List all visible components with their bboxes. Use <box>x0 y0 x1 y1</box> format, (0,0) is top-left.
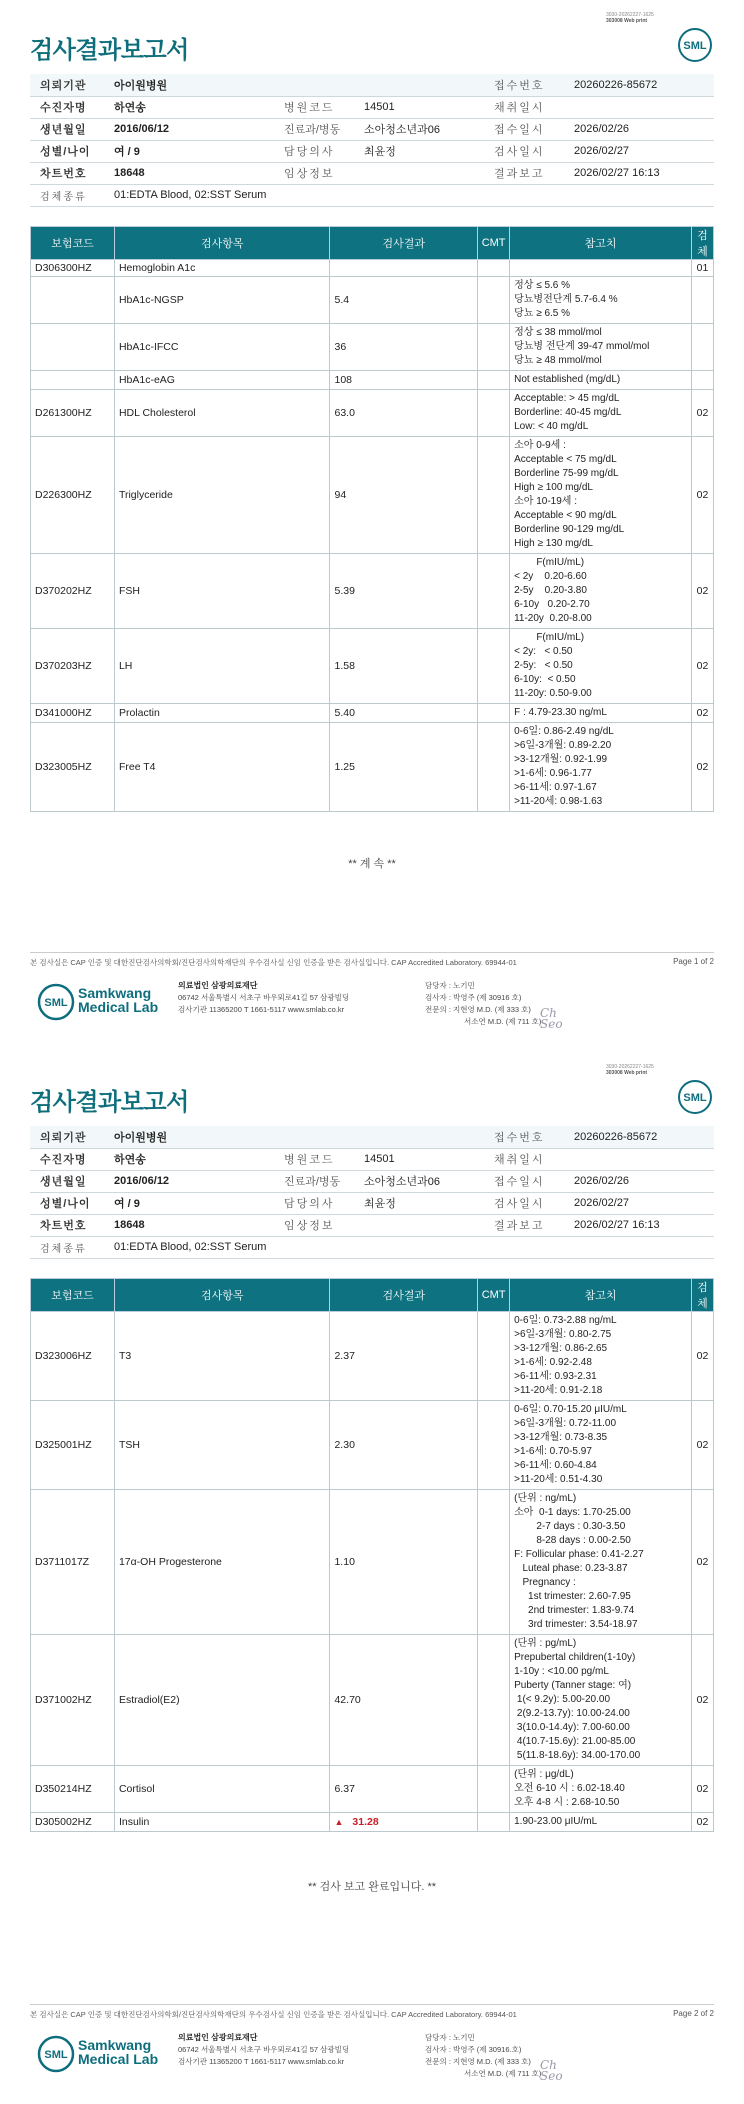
label-report: 결과보고 <box>490 1214 570 1236</box>
result-cell: 1.58 <box>330 629 478 704</box>
collect-value <box>570 1148 714 1170</box>
result-cell: 63.0 <box>330 390 478 437</box>
result-cell: 5.4 <box>330 277 478 324</box>
staff-info: 담당자 : 노기민 검사자 : 박영주 (제 30916 호) 전문의 : 지현영 M.D. (제 333 호) 서소연 M.D. (제 711 호) <box>425 981 542 1026</box>
cmt-cell <box>478 1635 510 1766</box>
ref-cell: F(mIU/mL) < 2y: < 0.50 2-5y: < 0.50 6-10y: < 0.50 11-20y: 0.50-9.00 <box>510 629 692 704</box>
footer-accreditation: 본 검사실은 CAP 인증 및 대한진단검사의학회/진단검사의학재단의 우수검사실 신임 인증을 받은 검사실입니다. CAP Accredited Laboratory. 69944-01 <box>30 2010 517 2019</box>
cmt-cell <box>478 1766 510 1813</box>
header-result: 검사결과 <box>330 227 478 260</box>
label-sexage: 성별/나이 <box>30 1192 110 1214</box>
item-cell: TSH <box>114 1401 330 1490</box>
tube-cell: 02 <box>691 723 713 812</box>
chart-value: 18648 <box>110 162 280 184</box>
results-table-page1 <box>30 226 714 812</box>
label-recv: 접수일시 <box>490 1170 570 1192</box>
cmt-cell <box>478 554 510 629</box>
hospital-value: 아이원병원 <box>110 74 490 96</box>
tube-cell <box>691 324 713 371</box>
dob-value: 2016/06/12 <box>110 118 280 140</box>
tube-cell: 02 <box>691 1635 713 1766</box>
header-code: 보험코드 <box>31 1279 115 1312</box>
label-clinical: 임상정보 <box>280 162 360 184</box>
table-row <box>31 554 714 629</box>
cmt-cell <box>478 1813 510 1832</box>
item-cell: Cortisol <box>114 1766 330 1813</box>
footer-accreditation: 본 검사실은 CAP 인증 및 대한진단검사의학회/진단검사의학재단의 우수검사실 신임 인증을 받은 검사실입니다. CAP Accredited Laboratory. 69944-01 <box>30 958 517 967</box>
cmt-cell <box>478 260 510 277</box>
result-cell: 5.40 <box>330 704 478 723</box>
ref-cell: (단위 : ng/mL) 소아 0-1 days: 1.70-25.00 2-7 days : 0.30-3.50 8-28 days : 0.00-2.50 F: Follicular phase: 0.41-2.27 Luteal phase: 0.23-3.87 Pregnancy : 1st trimester: 2.60-7.95 2nd trimester: 1.83-9.74 3rd trimester: 3.54-18.97 <box>510 1490 692 1635</box>
item-cell: 17α-OH Progesterone <box>114 1490 330 1635</box>
result-cell <box>330 260 478 277</box>
table-row <box>31 437 714 554</box>
header-tube: 검체 <box>691 227 713 260</box>
item-cell: FSH <box>114 554 330 629</box>
label-testdate: 검사일시 <box>490 1192 570 1214</box>
name-value: 하연송 <box>110 96 280 118</box>
code-cell: D350214HZ <box>31 1766 115 1813</box>
org-info: 의료법인 삼광의료재단 06742 서울특별시 서초구 바우뫼로41길 57 삼광빌딩 검사기관 11365200 T 1661-5117 www.smlab.co.kr <box>178 981 350 1014</box>
svg-text:SML: SML <box>44 997 68 1009</box>
dept-value: 소아청소년과06 <box>360 118 490 140</box>
table-row <box>31 260 714 277</box>
report-page-2 <box>0 1052 744 2104</box>
table-row <box>31 1312 714 1401</box>
tube-cell: 02 <box>691 390 713 437</box>
hospital-value: 아이원병원 <box>110 1126 490 1148</box>
code-cell <box>31 371 115 390</box>
ref-cell: Not established (mg/dL) <box>510 371 692 390</box>
ref-cell: F : 4.79-23.30 ng/mL <box>510 704 692 723</box>
patient-info-table <box>30 74 714 207</box>
lab-name: Samkwang Medical Lab <box>78 2037 159 2067</box>
label-testdate: 검사일시 <box>490 140 570 162</box>
label-collect: 채취일시 <box>490 96 570 118</box>
ref-cell: F(mIU/mL) < 2y 0.20-6.60 2-5y 0.20-3.80 6-10y 0.20-2.70 11-20y 0.20-8.00 <box>510 554 692 629</box>
cmt-cell <box>478 390 510 437</box>
result-cell: ▲ 31.28 <box>330 1813 478 1832</box>
svg-text:SML: SML <box>683 40 707 52</box>
tube-cell: 02 <box>691 1813 713 1832</box>
chart-value: 18648 <box>110 1214 280 1236</box>
table-row <box>31 723 714 812</box>
doctor-value: 최윤정 <box>360 1192 490 1214</box>
testdate-value: 2026/02/27 <box>570 1192 714 1214</box>
label-chart: 차트번호 <box>30 162 110 184</box>
label-dept: 진료과/병동 <box>280 118 360 140</box>
dob-value: 2016/06/12 <box>110 1170 280 1192</box>
header-code: 보험코드 <box>31 227 115 260</box>
label-dob: 생년월일 <box>30 1170 110 1192</box>
ref-cell: 정상 ≤ 38 mmol/mol 당뇨병 전단계 39-47 mmol/mol 당뇨 ≥ 48 mmol/mol <box>510 324 692 371</box>
cmt-cell <box>478 437 510 554</box>
cmt-cell <box>478 704 510 723</box>
specimen-value: 01:EDTA Blood, 02:SST Serum <box>110 184 714 206</box>
ref-cell: 0-6일: 0.70-15.20 μIU/mL >6일-3개월: 0.72-11.00 >3-12개월: 0.73-8.35 >1-6세: 0.70-5.97 >6-11세: 0.60-4.84 >11-20세: 0.51-4.30 <box>510 1401 692 1490</box>
label-chart: 차트번호 <box>30 1214 110 1236</box>
label-name: 수진자명 <box>30 96 110 118</box>
item-cell: HDL Cholesterol <box>114 390 330 437</box>
tube-cell <box>691 371 713 390</box>
code-cell: D325001HZ <box>31 1401 115 1490</box>
ref-cell: 0-6일: 0.73-2.88 ng/mL >6일-3개월: 0.80-2.75 >3-12개월: 0.86-2.65 >1-6세: 0.92-2.48 >6-11세: 0.93-2.31 >11-20세: 0.91-2.18 <box>510 1312 692 1401</box>
clinical-value <box>360 162 490 184</box>
report-title: 검사결과보고서 <box>30 1089 189 1116</box>
tube-cell: 02 <box>691 1490 713 1635</box>
recv-value: 2026/02/26 <box>570 118 714 140</box>
svg-text:SML: SML <box>683 1092 707 1104</box>
label-hospcode: 병원코드 <box>280 96 360 118</box>
item-cell: LH <box>114 629 330 704</box>
item-cell: HbA1c-IFCC <box>114 324 330 371</box>
ref-cell: 1.90-23.00 μIU/mL <box>510 1813 692 1832</box>
label-hospcode: 병원코드 <box>280 1148 360 1170</box>
doctor-value: 최윤정 <box>360 140 490 162</box>
footer-divider <box>30 2004 714 2005</box>
patient-info-table <box>30 1126 714 1259</box>
org-info: 의료법인 삼광의료재단 06742 서울특별시 서초구 바우뫼로41길 57 삼광빌딩 검사기관 11365200 T 1661-5117 www.smlab.co.kr <box>178 2033 350 2066</box>
clinical-value <box>360 1214 490 1236</box>
item-cell: Prolactin <box>114 704 330 723</box>
table-row <box>31 1766 714 1813</box>
code-cell: D323006HZ <box>31 1312 115 1401</box>
code-cell: D371002HZ <box>31 1635 115 1766</box>
dept-value: 소아청소년과06 <box>360 1170 490 1192</box>
ref-cell: 정상 ≤ 5.6 % 당뇨병전단계 5.7-6.4 % 당뇨 ≥ 6.5 % <box>510 277 692 324</box>
code-cell: D306300HZ <box>31 260 115 277</box>
recv-value: 2026/02/26 <box>570 1170 714 1192</box>
item-cell: Triglyceride <box>114 437 330 554</box>
table-row <box>31 1401 714 1490</box>
ref-cell: (단위 : μg/dL) 오전 6-10 시 : 6.02-18.40 오후 4-8 시 : 2.68-10.50 <box>510 1766 692 1813</box>
header-cmt: CMT <box>478 227 510 260</box>
result-cell: 36 <box>330 324 478 371</box>
results-table-page2 <box>30 1278 714 1832</box>
result-cell: 5.39 <box>330 554 478 629</box>
tube-cell: 02 <box>691 554 713 629</box>
item-cell: Insulin <box>114 1813 330 1832</box>
item-cell: Hemoglobin A1c <box>114 260 330 277</box>
report-value: 2026/02/27 16:13 <box>570 1214 714 1236</box>
ref-cell: Acceptable: > 45 mg/dL Borderline: 40-45 mg/dL Low: < 40 mg/dL <box>510 390 692 437</box>
code-cell: D370202HZ <box>31 554 115 629</box>
sexage-value: 여 / 9 <box>110 140 280 162</box>
specimen-value: 01:EDTA Blood, 02:SST Serum <box>110 1236 714 1258</box>
label-doctor: 담당의사 <box>280 1192 360 1214</box>
report-complete-text: ** 검사 보고 완료입니다. ** <box>307 1881 437 1893</box>
cmt-cell <box>478 371 510 390</box>
cmt-cell <box>478 1401 510 1490</box>
testdate-value: 2026/02/27 <box>570 140 714 162</box>
header-result: 검사결과 <box>330 1279 478 1312</box>
tube-cell: 02 <box>691 1312 713 1401</box>
code-cell: D370203HZ <box>31 629 115 704</box>
high-flag-icon: ▲ <box>334 1817 344 1827</box>
code-cell: D261300HZ <box>31 390 115 437</box>
result-cell: 1.25 <box>330 723 478 812</box>
hospcode-value: 14501 <box>360 96 490 118</box>
page-number: Page 2 of 2 <box>673 2009 714 2018</box>
report-value: 2026/02/27 16:13 <box>570 162 714 184</box>
tube-cell: 02 <box>691 1401 713 1490</box>
table-row <box>31 277 714 324</box>
signature: Ch Seo <box>540 1006 563 1031</box>
table-row <box>31 324 714 371</box>
tube-cell: 02 <box>691 629 713 704</box>
accno-value: 20260226-85672 <box>570 74 714 96</box>
item-cell: T3 <box>114 1312 330 1401</box>
label-hospital: 의뢰기관 <box>30 1126 110 1148</box>
label-name: 수진자명 <box>30 1148 110 1170</box>
staff-info: 담당자 : 노기민 검사자 : 박영주 (제 30916.호) 전문의 : 지현영 M.D. (제 333 호) 서소연 M.D. (제 711 호) <box>425 2033 542 2078</box>
label-collect: 채취일시 <box>490 1148 570 1170</box>
ref-cell: 소아 0-9세 : Acceptable < 75 mg/dL Borderline 75-99 mg/dL High ≥ 100 mg/dL 소아 10-19세 : Acceptable < 90 mg/dL Borderline 90-129 mg/dL High ≥ 130 mg/dL <box>510 437 692 554</box>
code-cell: D341000HZ <box>31 704 115 723</box>
label-dept: 진료과/병동 <box>280 1170 360 1192</box>
code-cell: D226300HZ <box>31 437 115 554</box>
collect-value <box>570 96 714 118</box>
continued-text: ** 계 속 ** <box>348 858 396 870</box>
print-code: 3030-20262227-1625 303008 Web print <box>606 1064 654 1076</box>
tube-cell: 02 <box>691 704 713 723</box>
code-cell: D323005HZ <box>31 723 115 812</box>
table-row <box>31 704 714 723</box>
cmt-cell <box>478 277 510 324</box>
sexage-value: 여 / 9 <box>110 1192 280 1214</box>
header-cmt: CMT <box>478 1279 510 1312</box>
label-clinical: 임상정보 <box>280 1214 360 1236</box>
tube-cell <box>691 277 713 324</box>
item-cell: HbA1c-NGSP <box>114 277 330 324</box>
report-title: 검사결과보고서 <box>30 37 189 64</box>
result-cell: 108 <box>330 371 478 390</box>
item-cell: Estradiol(E2) <box>114 1635 330 1766</box>
cmt-cell <box>478 324 510 371</box>
tube-cell: 01 <box>691 260 713 277</box>
cmt-cell <box>478 629 510 704</box>
code-cell: D305002HZ <box>31 1813 115 1832</box>
lab-name: Samkwang Medical Lab <box>78 985 159 1015</box>
name-value: 하연송 <box>110 1148 280 1170</box>
table-row <box>31 629 714 704</box>
print-code: 3030-20262227-1625 303008 Web print <box>606 12 654 24</box>
table-row <box>31 1635 714 1766</box>
table-row <box>31 390 714 437</box>
signature: Ch Seo <box>540 2058 563 2083</box>
sml-logo-icon <box>676 1078 714 1116</box>
header-item: 검사항목 <box>114 227 330 260</box>
code-cell: D3711017Z <box>31 1490 115 1635</box>
code-cell <box>31 277 115 324</box>
page-number: Page 1 of 2 <box>673 957 714 966</box>
hospcode-value: 14501 <box>360 1148 490 1170</box>
cmt-cell <box>478 1490 510 1635</box>
label-report: 결과보고 <box>490 162 570 184</box>
ref-cell <box>510 260 692 277</box>
result-cell: 2.30 <box>330 1401 478 1490</box>
label-specimen: 검체종류 <box>30 1236 110 1258</box>
header-item: 검사항목 <box>114 1279 330 1312</box>
label-accno: 접수번호 <box>490 74 570 96</box>
header-ref: 참고치 <box>510 227 692 260</box>
accno-value: 20260226-85672 <box>570 1126 714 1148</box>
result-cell: 1.10 <box>330 1490 478 1635</box>
table-row <box>31 1813 714 1832</box>
item-cell: Free T4 <box>114 723 330 812</box>
result-cell: 94 <box>330 437 478 554</box>
table-row <box>31 371 714 390</box>
result-cell: 2.37 <box>330 1312 478 1401</box>
header-tube: 검체 <box>691 1279 713 1312</box>
tube-cell: 02 <box>691 1766 713 1813</box>
footer-divider <box>30 952 714 953</box>
header-ref: 참고치 <box>510 1279 692 1312</box>
result-cell: 6.37 <box>330 1766 478 1813</box>
ref-cell: (단위 : pg/mL) Prepubertal children(1-10y) 1-10y : <10.00 pg/mL Puberty (Tanner stage: 여) 1(< 9.2y): 5.00-20.00 2(9.2-13.7y): 10.00-24.00 3(10.0-14.4y): 7.00-60.00 4(10.7-15.6y): 21.00-85.00 5(11.8-18.6y): 34.00-170.00 <box>510 1635 692 1766</box>
tube-cell: 02 <box>691 437 713 554</box>
cmt-cell <box>478 1312 510 1401</box>
label-sexage: 성별/나이 <box>30 140 110 162</box>
cmt-cell <box>478 723 510 812</box>
svg-text:SML: SML <box>44 2049 68 2061</box>
ref-cell: 0-6일: 0.86-2.49 ng/dL >6일-3개월: 0.89-2.20 >3-12개월: 0.92-1.99 >1-6세: 0.96-1.77 >6-11세: 0.97-1.67 >11-20세: 0.98-1.63 <box>510 723 692 812</box>
label-dob: 생년월일 <box>30 118 110 140</box>
label-hospital: 의뢰기관 <box>30 74 110 96</box>
table-row <box>31 1490 714 1635</box>
sml-logo-icon <box>676 26 714 64</box>
code-cell <box>31 324 115 371</box>
item-cell: HbA1c-eAG <box>114 371 330 390</box>
label-recv: 접수일시 <box>490 118 570 140</box>
label-specimen: 검체종류 <box>30 184 110 206</box>
result-cell: 42.70 <box>330 1635 478 1766</box>
label-doctor: 담당의사 <box>280 140 360 162</box>
label-accno: 접수번호 <box>490 1126 570 1148</box>
